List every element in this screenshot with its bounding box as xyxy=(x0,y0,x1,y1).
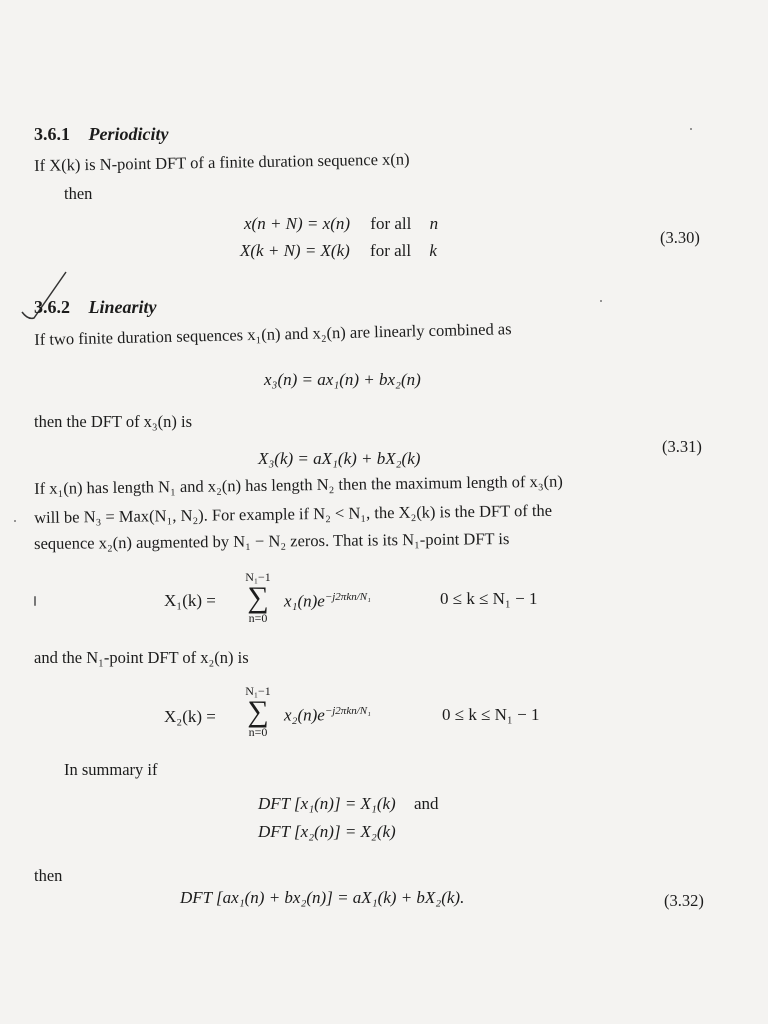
paragraph-then-final: then xyxy=(34,866,63,885)
section-number: 3.6.2 xyxy=(34,297,70,317)
paragraph-dft-of-x3: then the DFT of x₃(n) is xyxy=(34,412,193,431)
dust-speck xyxy=(34,596,36,606)
summation-X1 xyxy=(236,570,280,626)
equation-periodicity-line2 xyxy=(240,241,437,261)
formula: DFT [x₁(n)] = X₁(k) xyxy=(258,794,396,813)
summation-X2 xyxy=(236,684,280,740)
equation-X2-term xyxy=(284,705,371,726)
variable: k xyxy=(429,241,437,260)
equation-number-3-31: (3.31) xyxy=(662,437,702,456)
equation-X2-range: 0 ≤ k ≤ N₁ − 1 xyxy=(442,705,540,724)
exponent: −j2πkn/N₁ xyxy=(324,705,371,717)
section-heading-linearity xyxy=(34,297,157,318)
conjunction: and xyxy=(413,794,439,813)
formula: DFT [ax₁(n) + bx₂(n)] = aX₁(k) + bX₂(k). xyxy=(180,888,465,907)
section-title: Linearity xyxy=(88,297,157,317)
upper-limit: N₁−1 xyxy=(245,684,271,698)
equation-X1-range: 0 ≤ k ≤ N₁ − 1 xyxy=(440,589,538,608)
term: x₂(n)e xyxy=(284,705,325,725)
paragraph-and-n1-point: and the N₁-point DFT of x₂(n) is xyxy=(34,648,249,667)
formula: x(n + N) = x(n) xyxy=(244,214,351,233)
equation-number-3-30: (3.30) xyxy=(660,228,700,247)
lower-limit: n=0 xyxy=(248,725,268,739)
formula: x₃(n) = ax₁(n) + bx₂(n) xyxy=(264,370,421,389)
formula: X₃(k) = aX₁(k) + bX₂(k) xyxy=(258,449,421,468)
lower-limit: n=0 xyxy=(248,611,268,625)
paragraph-length-line3: sequence x₂(n) augmented by N₁ − N₂ zeros. That is its N₁-point DFT is xyxy=(34,529,510,553)
equation-X1-term xyxy=(284,591,371,612)
variable: n xyxy=(429,214,439,233)
section-title: Periodicity xyxy=(88,124,169,144)
equation-number-3-32: (3.32) xyxy=(664,891,704,910)
condition: for all xyxy=(370,214,412,233)
condition: for all xyxy=(370,241,412,260)
formula: X(k + N) = X(k) xyxy=(240,241,350,260)
dust-speck xyxy=(14,520,16,522)
dust-speck xyxy=(690,128,692,130)
equation-3-32 xyxy=(180,888,464,908)
section-number: 3.6.1 xyxy=(34,124,70,144)
term: x₁(n)e xyxy=(284,591,325,611)
exponent: −j2πkn/N₁ xyxy=(324,591,371,603)
paragraph-length-line2: will be N₃ = Max(N₁, N₂). For example if N₂ < N₁, the X₂(k) is the DFT of the xyxy=(34,500,553,527)
section-heading-periodicity xyxy=(34,124,168,145)
paragraph-then: then xyxy=(64,184,93,203)
upper-limit: N₁−1 xyxy=(245,570,271,584)
summary-line1 xyxy=(258,794,439,814)
paragraph-length-line1: If x₁(n) has length N₁ and x₂(n) has length N₂ then the maximum length of x₃(n) xyxy=(34,471,563,498)
equation-3-31 xyxy=(258,449,420,469)
sigma-icon: ∑ xyxy=(247,695,269,728)
paragraph-linearity-intro: If two finite duration sequences x₁(n) and x₂(n) are linearly combined as xyxy=(34,319,512,349)
equation-periodicity-line1 xyxy=(244,214,438,234)
summary-line2 xyxy=(258,822,396,842)
paragraph-periodicity-intro: If X(k) is N-point DFT of a finite duration sequence x(n) xyxy=(34,149,410,175)
formula: DFT [x₂(n)] = X₂(k) xyxy=(258,822,396,841)
dust-speck xyxy=(600,300,602,302)
equation-x3 xyxy=(264,370,421,390)
paragraph-in-summary: In summary if xyxy=(64,760,158,779)
equation-X1-lhs: X₁(k) = xyxy=(164,591,216,610)
sigma-icon: ∑ xyxy=(247,581,269,614)
equation-X2-lhs: X₂(k) = xyxy=(164,707,216,726)
